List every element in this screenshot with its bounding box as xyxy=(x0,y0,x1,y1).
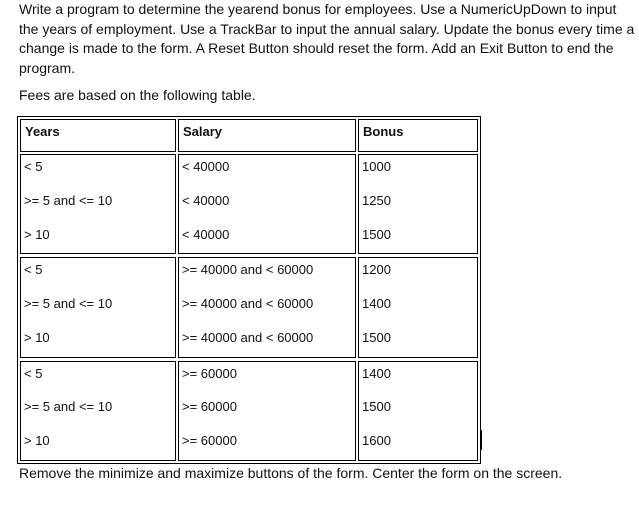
group-2-salary-2: >= 40000 and < 60000 xyxy=(182,296,314,311)
group-2-bonus-1: 1200 xyxy=(362,262,391,277)
group-1-salary-3: < 40000 xyxy=(182,227,230,242)
fees-intro-text: Fees are based on the following table. xyxy=(19,87,256,103)
group-1-years-cell xyxy=(20,154,176,254)
group-2-years-2: >= 5 and <= 10 xyxy=(24,296,113,311)
group-2-years-3: > 10 xyxy=(24,330,50,345)
group-3-salary-3: >= 60000 xyxy=(182,433,237,448)
group-2-salary-3: >= 40000 and < 60000 xyxy=(182,330,314,345)
group-1-salary-2: < 40000 xyxy=(182,193,230,208)
group-3-bonus-1: 1400 xyxy=(362,366,391,381)
group-2-salary-cell xyxy=(178,257,356,358)
group-3-salary-1: >= 60000 xyxy=(182,366,237,381)
header-years: Years xyxy=(20,119,176,152)
group-1-years-2: >= 5 and <= 10 xyxy=(24,193,113,208)
bonus-table xyxy=(17,116,481,464)
group-3-bonus-cell xyxy=(358,361,478,461)
group-1-salary-cell xyxy=(178,154,356,254)
group-3-salary-cell xyxy=(178,361,356,461)
group-1-bonus-cell xyxy=(358,154,478,254)
group-2-bonus-cell xyxy=(358,257,478,358)
group-1-bonus-1: 1000 xyxy=(362,159,391,174)
intro-paragraph: Write a program to determine the yearend bonus for employees. Use a NumericUpDown to input the years of employment. Use a TrackBar to input the annual salary. Update the bonus every time a change is made to the form. A Reset Button should reset the form. Add an Exit Button to end the program. xyxy=(19,1,635,76)
group-3-years-cell xyxy=(20,361,176,461)
group-1-bonus-3: 1500 xyxy=(362,227,391,242)
group-2-years-1: < 5 xyxy=(24,262,43,277)
group-1-years-1: < 5 xyxy=(24,159,43,174)
group-2-salary-1: >= 40000 and < 60000 xyxy=(182,262,314,277)
group-2-bonus-2: 1400 xyxy=(362,296,391,311)
header-salary: Salary xyxy=(178,119,356,152)
group-3-years-2: >= 5 and <= 10 xyxy=(24,399,113,414)
group-3-years-1: < 5 xyxy=(24,366,43,381)
group-1-years-3: > 10 xyxy=(24,227,50,242)
group-1-salary-1: < 40000 xyxy=(182,159,230,174)
group-3-salary-2: >= 60000 xyxy=(182,399,237,414)
text-cursor xyxy=(480,430,482,450)
group-3-bonus-3: 1600 xyxy=(362,433,391,448)
group-1-bonus-2: 1250 xyxy=(362,193,391,208)
group-3-years-3: > 10 xyxy=(24,433,50,448)
group-2-years-cell xyxy=(20,257,176,358)
group-3-bonus-2: 1500 xyxy=(362,399,391,414)
header-bonus: Bonus xyxy=(358,119,478,152)
outro-paragraph: Remove the minimize and maximize buttons of the form. Center the form on the screen. xyxy=(19,465,563,481)
group-2-bonus-3: 1500 xyxy=(362,330,391,345)
